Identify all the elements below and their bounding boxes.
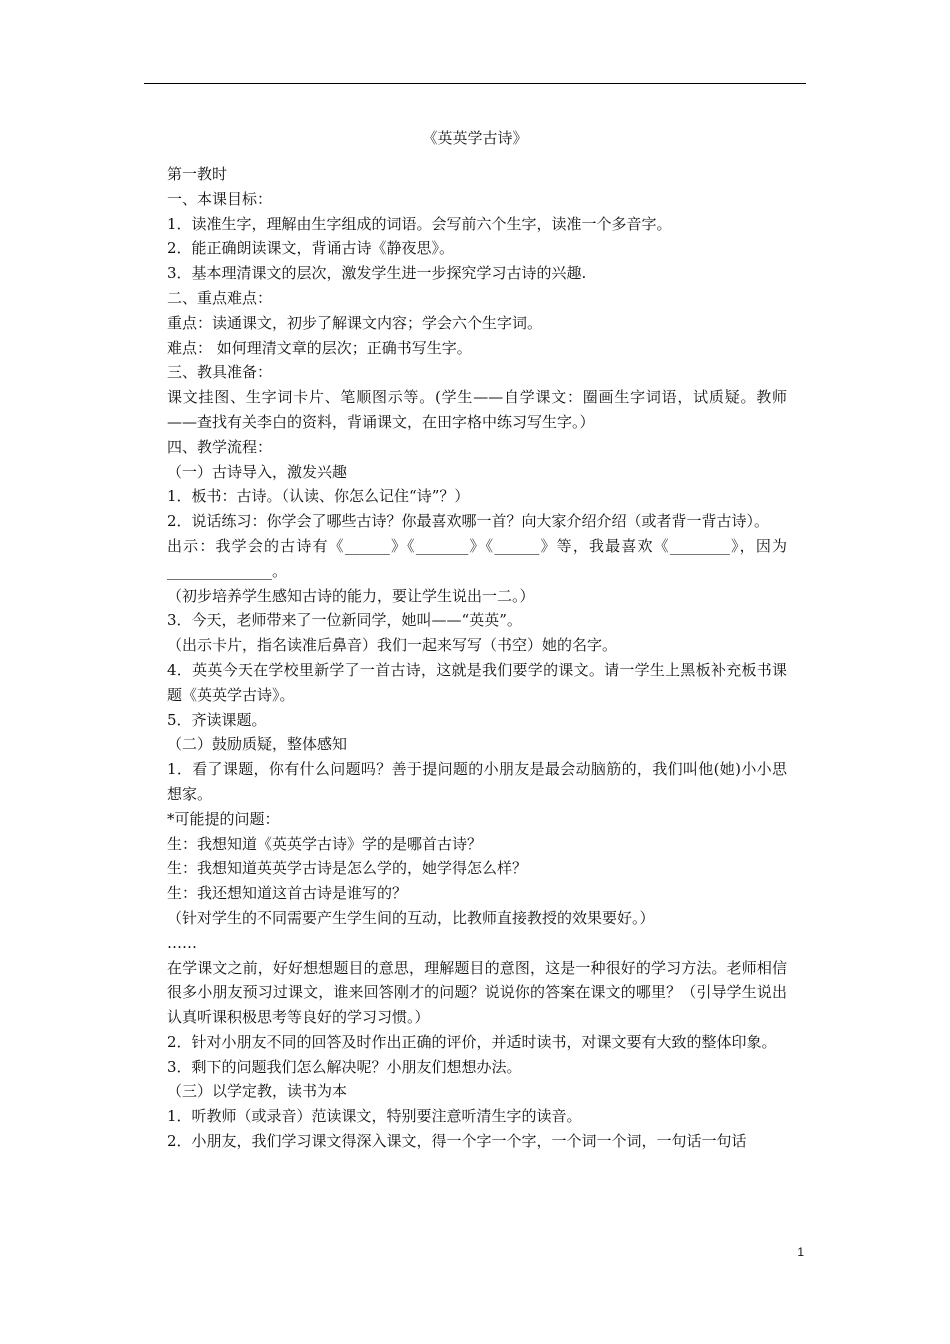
paragraph: 4．英英今天在学校里新学了一首古诗，这就是我们要学的课文。请一学生上黑板补充板书课题《英英学古诗》。 (167, 660, 787, 704)
paragraph: 1．板书：古诗。（认读、你怎么记住“诗”？） (167, 487, 470, 506)
paragraph: *可能提的问题： (167, 809, 280, 828)
paragraph: 第一教时 (167, 165, 228, 183)
paragraph: 1．听教师（或录音）范读课文，特别要注意听清生字的读音。 (167, 1107, 582, 1126)
paragraph: 出示：我学会的古诗有《______》《_______》《______》等，我最喜欢《________》，因为______________。 (167, 536, 787, 580)
paragraph: （初步培养学生感知古诗的能力，要让学生说出一二。） (167, 586, 535, 605)
paragraph: 3．剩下的问题我们怎么解决呢？小朋友们想想办法。 (167, 1057, 522, 1076)
paragraph: 在学课文之前，好好想想题目的意思，理解题目的意图，这是一种很好的学习方法。老师相信很多小朋友预习过课文，谁来回答刚才的问题？说说你的答案在课文的哪里？（引导学生说出认真听课积极思考等良好的学习习惯。） (167, 958, 787, 1027)
paragraph: 5．齐读课题。 (167, 710, 267, 729)
paragraph: 2．能正确朗读课文，背诵古诗《静夜思》。 (167, 239, 455, 258)
paragraph: 四、教学流程： (167, 437, 273, 456)
header-rule (144, 83, 806, 84)
paragraph: （二）鼓励质疑，整体感知 (167, 735, 348, 754)
paragraph: 生：我还想知道这首古诗是谁写的？ (167, 884, 408, 903)
page-number: 1 (797, 1245, 804, 1259)
paragraph: 二、重点难点： (167, 288, 273, 307)
paragraph: 2．针对小朋友不同的回答及时作出正确的评价，并适时读书，对课文要有大致的整体印象。 (167, 1032, 777, 1051)
paragraph: （三）以学定教，读书为本 (167, 1082, 348, 1101)
paragraph: 2．小朋友，我们学习课文得深入课文，得一个字一个字，一个词一个词，一句话一句话 (167, 1132, 747, 1151)
paragraph: 1．看了课题，你有什么问题吗？善于提问题的小朋友是最会动脑筋的，我们叫他(她)小小思想家。 (167, 760, 787, 803)
paragraph: 生：我想知道英英学古诗是怎么学的，她学得怎么样？ (167, 859, 528, 878)
paragraph: 生：我想知道《英英学古诗》学的是哪首古诗？ (167, 834, 483, 853)
paragraph: …… (167, 933, 197, 952)
paragraph: （出示卡片，指名读准后鼻音）我们一起来写写（书空）她的名字。 (167, 636, 618, 655)
paragraph: 2．说话练习：你学会了哪些古诗？你最喜欢哪一首？向大家介绍介绍（或者背一背古诗）。 (167, 512, 770, 531)
paragraph: 1．读准生字，理解由生字组成的词语。会写前六个生字，读准一个多音字。 (167, 214, 672, 233)
paragraph: 课文挂图、生字词卡片、笔顺图示等。(学生——自学课文：圈画生字词语，试质疑。教师——查找有关李白的资料，背诵课文，在田字格中练习写生字。） (167, 388, 787, 431)
document-body (167, 162, 787, 1154)
paragraph: 重点：读通课文，初步了解课文内容；学会六个生字词。 (167, 313, 543, 332)
paragraph: 三、教具准备： (167, 363, 273, 382)
paragraph: 3．基本理清课文的层次，激发学生进一步探究学习古诗的兴趣. (167, 264, 587, 283)
paragraph: 3．今天，老师带来了一位新同学，她叫——“英英”。 (167, 611, 522, 630)
paragraph: （一）古诗导入，激发兴趣 (167, 462, 348, 481)
paragraph: 一、本课目标： (167, 189, 273, 208)
document-title: 《英英学古诗》 (422, 129, 528, 147)
paragraph: 难点： 如何理清文章的层次；正确书写生字。 (167, 338, 472, 357)
paragraph: （针对学生的不同需要产生学生间的互动，比教师直接教授的效果要好。） (167, 908, 655, 927)
